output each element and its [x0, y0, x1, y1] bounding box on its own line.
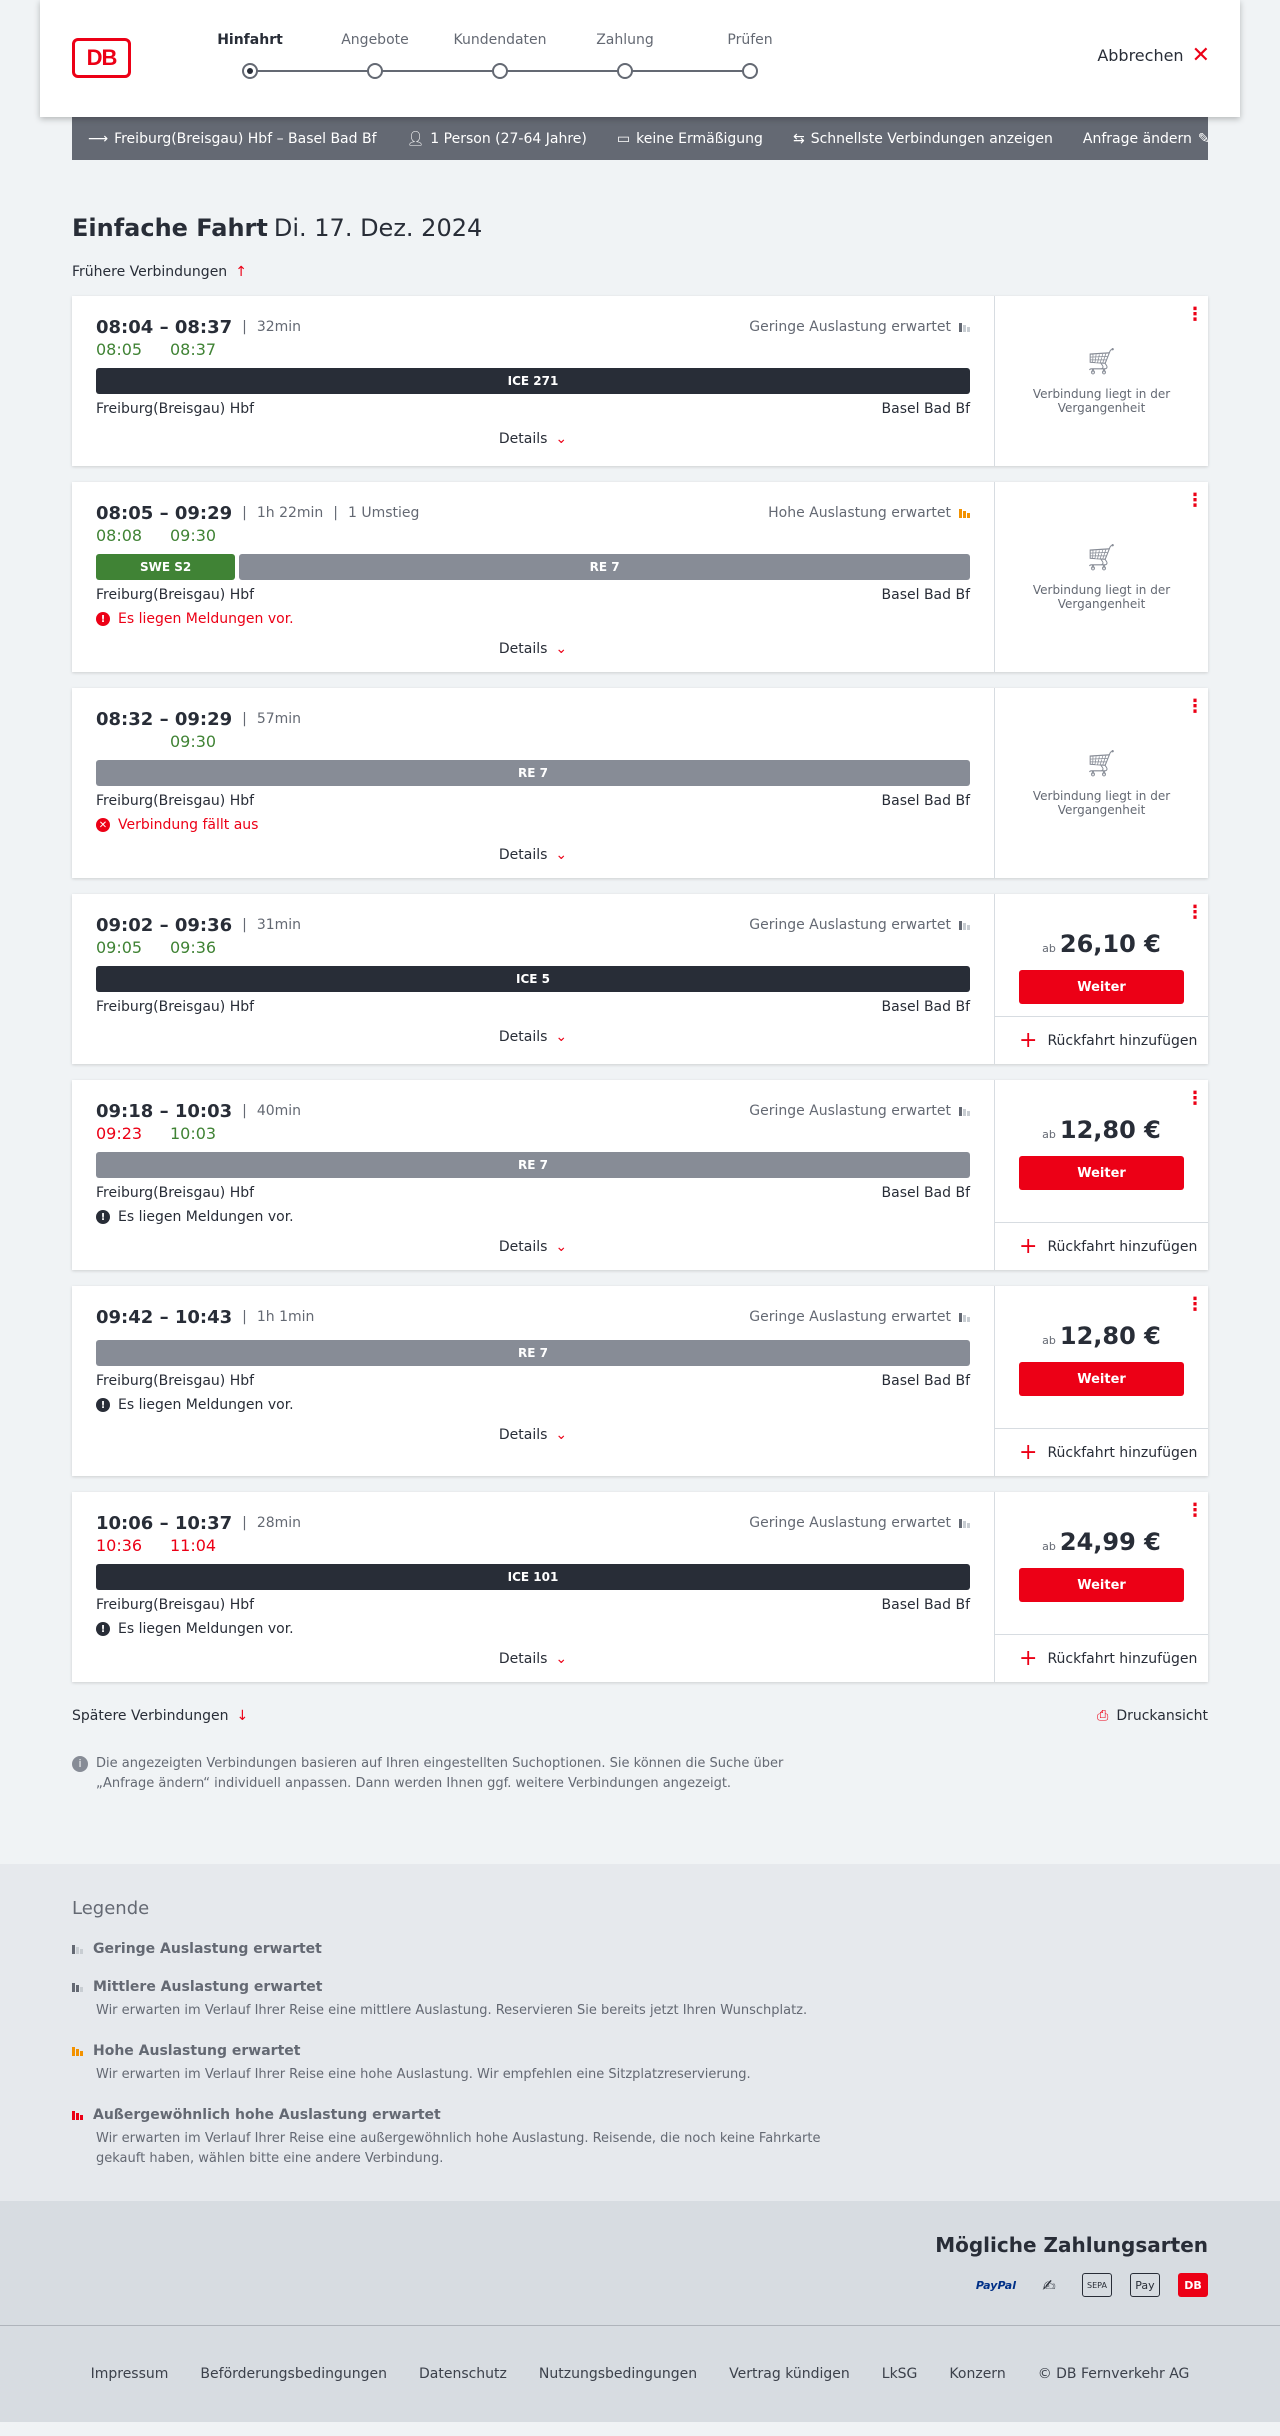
occupancy-icon: [72, 1945, 83, 1954]
legend-section: [0, 1864, 1280, 2201]
details-toggle[interactable]: Details ⌄: [498, 1239, 568, 1255]
footer-link-befoerderungsbedingungen[interactable]: Beförderungsbedingungen: [200, 2366, 387, 2382]
route-summary[interactable]: ⟶ Freiburg(Breisgau) Hbf – Basel Bad Bf: [88, 130, 377, 147]
card-icon: ▭: [616, 130, 631, 147]
price: ab 12,80 €: [1042, 1116, 1161, 1144]
more-options-icon[interactable]: ⋮: [1186, 1088, 1204, 1109]
arrow-right-icon: ⟶: [88, 130, 109, 147]
connection-duration: 28min: [256, 1515, 302, 1531]
page-title: Einfache Fahrt Di. 17. Dez. 2024: [72, 214, 483, 242]
connection-card: [72, 688, 1208, 878]
connection-offer: [995, 688, 1208, 878]
connection-times: 09:42 – 10:43: [96, 1306, 233, 1328]
train-segment[interactable]: RE 7: [239, 554, 970, 580]
realtime-departure: 09:23: [96, 1124, 143, 1143]
passenger-summary[interactable]: 👤︎ 1 Person (27-64 Jahre): [406, 130, 587, 147]
add-return-button[interactable]: + Rückfahrt hinzufügen: [995, 1428, 1208, 1476]
chevron-down-icon: ⌄: [555, 1239, 568, 1255]
connection-times: 09:18 – 10:03: [96, 1100, 233, 1122]
connection-offer: [995, 482, 1208, 672]
origin-station: Freiburg(Breisgau) Hbf: [96, 1373, 255, 1389]
occupancy-info: Geringe Auslastung erwartet: [749, 1515, 970, 1531]
print-icon: ⎙: [1097, 1708, 1109, 1724]
more-options-icon[interactable]: ⋮: [1186, 304, 1204, 325]
details-toggle[interactable]: Details ⌄: [498, 1651, 568, 1667]
origin-station: Freiburg(Breisgau) Hbf: [96, 1185, 255, 1201]
connection-main[interactable]: 08:04 – 08:37 | 32min Geringe Auslastung erwartet 08:05 08:37 ICE 271 Freiburg(Breisgau) Hbf Basel Bad Bf Details ⌄: [72, 296, 995, 466]
realtime-arrival: 09:30: [170, 732, 217, 751]
destination-station: Basel Bad Bf: [881, 1373, 970, 1389]
destination-station: Basel Bad Bf: [881, 1597, 970, 1613]
info-icon: i: [72, 1756, 88, 1772]
details-toggle[interactable]: Details ⌄: [498, 1029, 568, 1045]
destination-station: Basel Bad Bf: [881, 793, 970, 809]
plus-icon: +: [1019, 1646, 1038, 1671]
cart-unavailable-icon: 🛒︎: [1084, 347, 1118, 377]
realtime-departure: 08:08: [96, 526, 143, 545]
realtime-arrival: 09:30: [170, 526, 217, 545]
alert-icon: !: [96, 1398, 110, 1412]
details-toggle[interactable]: Details ⌄: [498, 431, 568, 447]
footer-link-datenschutz[interactable]: Datenschutz: [418, 2366, 507, 2382]
more-options-icon[interactable]: ⋮: [1186, 902, 1204, 923]
cancel-icon: ✕: [96, 818, 110, 832]
step-zahlung: Zahlung: [575, 32, 675, 48]
legend-item: Außergewöhnlich hohe Auslastung erwartet Wir erwarten im Verlauf Ihrer Reise eine außergewöhnlich hohe Auslastung. Reisende, die noch keine Fahrkarte gekauft haben, wählen bitte eine andere Verbindung.: [72, 2107, 1208, 2169]
weiter-button[interactable]: Weiter: [1019, 1568, 1184, 1602]
connection-main[interactable]: 09:18 – 10:03 | 40min Geringe Auslastung erwartet 09:23 10:03 RE 7 Freiburg(Breisgau) Hbf Basel Bad Bf ! Es liegen Meldungen vor. Details ⌄: [72, 1080, 995, 1270]
step-kundendaten: Kundendaten: [450, 32, 550, 48]
occupancy-icon: [959, 921, 970, 930]
connection-times: 08:05 – 09:29: [96, 502, 233, 524]
discount-summary[interactable]: ▭ keine Ermäßigung: [616, 130, 763, 147]
occupancy-icon: [959, 1519, 970, 1528]
train-segment[interactable]: RE 7: [96, 1152, 970, 1178]
connection-duration: 1h 1min: [256, 1309, 315, 1325]
connection-message: ! Es liegen Meldungen vor.: [96, 1397, 970, 1413]
arrow-up-icon: ↑: [235, 264, 247, 280]
destination-station: Basel Bad Bf: [881, 1185, 970, 1201]
destination-station: Basel Bad Bf: [881, 401, 970, 417]
connection-card: [72, 1492, 1208, 1682]
close-icon: ✕: [1191, 42, 1210, 68]
earlier-connections-link[interactable]: Frühere Verbindungen ↑: [72, 264, 247, 280]
more-options-icon[interactable]: ⋮: [1186, 490, 1204, 511]
legend-item: Mittlere Auslastung erwartet Wir erwarten im Verlauf Ihrer Reise eine mittlere Auslastung. Reservieren Sie bereits jetzt Ihren Wunschplatz.: [72, 1979, 1208, 2021]
past-connection-note: 🛒︎ Verbindung liegt in der Vergangenheit: [995, 347, 1208, 415]
origin-station: Freiburg(Breisgau) Hbf: [96, 1597, 255, 1613]
footer-link-nutzungsbedingungen[interactable]: Nutzungsbedingungen: [538, 2366, 698, 2382]
search-summary-bar: [72, 117, 1208, 160]
weiter-button[interactable]: Weiter: [1019, 1362, 1184, 1396]
past-connection-note: 🛒︎ Verbindung liegt in der Vergangenheit: [995, 749, 1208, 817]
connection-times: 08:04 – 08:37: [96, 316, 233, 338]
destination-station: Basel Bad Bf: [881, 999, 970, 1015]
add-return-button[interactable]: + Rückfahrt hinzufügen: [995, 1222, 1208, 1270]
add-return-button[interactable]: + Rückfahrt hinzufügen: [995, 1016, 1208, 1064]
connection-times: 10:06 – 10:37: [96, 1512, 233, 1534]
footer-link-impressum[interactable]: Impressum: [90, 2366, 169, 2382]
occupancy-icon: [959, 323, 970, 332]
pencil-icon: ✎: [1197, 130, 1210, 147]
connection-card: [72, 482, 1208, 672]
train-segment[interactable]: SWE S2: [96, 554, 235, 580]
realtime-departure: 10:36: [96, 1536, 143, 1555]
details-toggle[interactable]: Details ⌄: [498, 641, 568, 657]
connection-main[interactable]: 09:02 – 09:36 | 31min Geringe Auslastung erwartet 09:05 09:36 ICE 5 Freiburg(Breisgau) Hbf Basel Bad Bf Details ⌄: [72, 894, 995, 1064]
footer-copyright: © DB Fernverkehr AG: [1037, 2366, 1190, 2382]
print-view-link[interactable]: ⎙ Druckansicht: [1097, 1708, 1208, 1724]
connection-card: [72, 1286, 1208, 1476]
connection-offer: [995, 296, 1208, 466]
connection-main[interactable]: 09:42 – 10:43 | 1h 1min Geringe Auslastung erwartet RE 7 Freiburg(Breisgau) Hbf Basel Bad Bf ! Es liegen Meldungen vor. Details ⌄: [72, 1286, 995, 1476]
realtime-departure: 09:05: [96, 938, 143, 957]
connection-offer: [995, 1080, 1208, 1270]
abort-label: Abbrechen: [1097, 46, 1184, 65]
db-card-icon: DB: [1178, 2273, 1208, 2297]
footer-link-vertrag-kuendigen[interactable]: Vertrag kündigen: [729, 2366, 850, 2382]
connection-transfers: 1 Umstieg: [348, 505, 420, 521]
train-segment[interactable]: RE 7: [96, 1340, 970, 1366]
alert-icon: !: [96, 1622, 110, 1636]
past-connection-note: 🛒︎ Verbindung liegt in der Vergangenheit: [995, 543, 1208, 611]
paypal-icon: PayPal: [975, 2278, 1016, 2292]
sepa-icon: SEPA: [1082, 2273, 1112, 2297]
connection-message: ✕ Verbindung fällt aus: [96, 817, 970, 833]
filter-icon: ⇆: [792, 130, 805, 147]
realtime-arrival: 09:36: [170, 938, 217, 957]
payment-title: Mögliche Zahlungsarten: [935, 2233, 1208, 2257]
cart-unavailable-icon: 🛒︎: [1084, 749, 1118, 779]
occupancy-icon: [959, 1313, 970, 1322]
db-logo[interactable]: DB: [72, 38, 131, 78]
connection-message: ! Es liegen Meldungen vor.: [96, 611, 970, 627]
realtime-arrival: 10:03: [170, 1124, 217, 1143]
occupancy-icon: [959, 1107, 970, 1116]
train-segment[interactable]: ICE 5: [96, 966, 970, 992]
cart-unavailable-icon: 🛒︎: [1084, 543, 1118, 573]
origin-station: Freiburg(Breisgau) Hbf: [96, 587, 255, 603]
footer-link-konzern[interactable]: Konzern: [949, 2366, 1006, 2382]
apple-pay-icon: Pay: [1130, 2273, 1160, 2297]
realtime-arrival: 08:37: [170, 340, 217, 359]
connection-main[interactable]: 08:05 – 09:29 | 1h 22min | 1 Umstieg Hohe Auslastung erwartet 08:08 09:30 SWE S2 RE 7 Freiburg(Breisgau) Hbf Basel Bad Bf ! Es liegen Meldungen vor. Details ⌄: [72, 482, 995, 672]
connection-message: ! Es liegen Meldungen vor.: [96, 1621, 970, 1637]
occupancy-icon: [72, 2111, 83, 2120]
legend-item: Hohe Auslastung erwartet Wir erwarten im Verlauf Ihrer Reise eine hohe Auslastung. Wir empfehlen eine Sitzplatzreservierung.: [72, 2043, 1208, 2085]
train-segment[interactable]: ICE 101: [96, 1564, 970, 1590]
price: ab 12,80 €: [1042, 1322, 1161, 1350]
footer: [0, 2325, 1280, 2422]
occupancy-icon: [72, 2047, 83, 2056]
arrow-down-icon: ↓: [236, 1708, 249, 1724]
weiter-button[interactable]: Weiter: [1019, 1156, 1184, 1190]
occupancy-info: Hohe Auslastung erwartet: [768, 505, 970, 521]
realtime-arrival: 11:04: [170, 1536, 217, 1555]
more-options-icon[interactable]: ⋮: [1186, 1294, 1204, 1315]
details-toggle[interactable]: Details ⌄: [498, 847, 568, 863]
more-options-icon[interactable]: ⋮: [1186, 1500, 1204, 1521]
realtime-departure: 08:05: [96, 340, 143, 359]
train-segment[interactable]: ICE 271: [96, 368, 970, 394]
connection-offer: [995, 894, 1208, 1064]
step-hinfahrt[interactable]: Hinfahrt: [200, 32, 300, 48]
legend-item: Geringe Auslastung erwartet: [72, 1941, 1208, 1957]
connection-card: [72, 894, 1208, 1064]
occupancy-icon: [959, 509, 970, 518]
travel-date: Di. 17. Dez. 2024: [273, 214, 483, 242]
origin-station: Freiburg(Breisgau) Hbf: [96, 793, 255, 809]
price: ab 24,99 €: [1042, 1528, 1161, 1556]
occupancy-icon: [72, 1983, 83, 1992]
occupancy-info: Geringe Auslastung erwartet: [749, 1103, 970, 1119]
connection-duration: 31min: [256, 917, 302, 933]
header: [40, 0, 1240, 117]
connection-offer: [995, 1492, 1208, 1682]
weiter-button[interactable]: Weiter: [1019, 970, 1184, 1004]
connection-card: [72, 1080, 1208, 1270]
plus-icon: +: [1019, 1234, 1038, 1259]
connection-message: ! Es liegen Meldungen vor.: [96, 1209, 970, 1225]
train-segment[interactable]: RE 7: [96, 760, 970, 786]
connection-duration: 57min: [256, 711, 302, 727]
chevron-down-icon: ⌄: [555, 1029, 568, 1045]
plus-icon: +: [1019, 1028, 1038, 1053]
step-angebote: Angebote: [325, 32, 425, 48]
origin-station: Freiburg(Breisgau) Hbf: [96, 999, 255, 1015]
abort-button[interactable]: [1097, 42, 1210, 68]
add-return-button[interactable]: + Rückfahrt hinzufügen: [995, 1634, 1208, 1682]
later-connections-link[interactable]: Spätere Verbindungen ↓: [72, 1708, 249, 1724]
occupancy-info: Geringe Auslastung erwartet: [749, 319, 970, 335]
occupancy-info: Geringe Auslastung erwartet: [749, 1309, 970, 1325]
progress-stepper: [210, 32, 780, 82]
chevron-down-icon: ⌄: [555, 847, 568, 863]
connection-main[interactable]: 10:06 – 10:37 | 28min Geringe Auslastung erwartet 10:36 11:04 ICE 101 Freiburg(Breisgau) Hbf Basel Bad Bf ! Es liegen Meldungen vor. Details ⌄: [72, 1492, 995, 1682]
occupancy-info: Geringe Auslastung erwartet: [749, 917, 970, 933]
connection-times: 09:02 – 09:36: [96, 914, 233, 936]
price: ab 26,10 €: [1042, 930, 1161, 958]
chevron-down-icon: ⌄: [555, 1427, 568, 1443]
more-options-icon[interactable]: ⋮: [1186, 696, 1204, 717]
step-pruefen: Prüfen: [700, 32, 800, 48]
direct-debit-icon: ✍: [1042, 2275, 1056, 2295]
search-info-note: i Die angezeigten Verbindungen basieren auf Ihren eingestellten Suchoptionen. Sie können die Suche über „Anfrage ändern“ individuell anpassen. Dann werden Ihnen ggf. weitere Verbindungen angezeigt.: [72, 1754, 832, 1794]
plus-icon: +: [1019, 1440, 1038, 1465]
alert-icon: !: [96, 1210, 110, 1224]
connection-main[interactable]: 08:32 – 09:29 | 57min 09:30 RE 7 Freiburg(Breisgau) Hbf Basel Bad Bf ✕ Verbindung fällt aus Details ⌄: [72, 688, 995, 878]
connection-times: 08:32 – 09:29: [96, 708, 233, 730]
connection-duration: 1h 22min: [256, 505, 324, 521]
destination-station: Basel Bad Bf: [881, 587, 970, 603]
connection-duration: 40min: [256, 1103, 302, 1119]
footer-link-lksg[interactable]: LkSG: [881, 2366, 918, 2382]
connection-offer: [995, 1286, 1208, 1476]
legend-title: Legende: [72, 1898, 150, 1919]
origin-station: Freiburg(Breisgau) Hbf: [96, 401, 255, 417]
details-toggle[interactable]: Details ⌄: [498, 1427, 568, 1443]
alert-icon: !: [96, 612, 110, 626]
chevron-down-icon: ⌄: [555, 641, 568, 657]
chevron-down-icon: ⌄: [555, 1651, 568, 1667]
payment-section: [0, 2201, 1280, 2325]
person-icon: 👤︎: [406, 130, 425, 147]
chevron-down-icon: ⌄: [555, 431, 568, 447]
connection-duration: 32min: [256, 319, 302, 335]
edit-request-button[interactable]: Anfrage ändern ✎: [1082, 130, 1210, 147]
fastest-toggle[interactable]: ⇆ Schnellste Verbindungen anzeigen: [792, 130, 1053, 147]
connection-card: [72, 296, 1208, 466]
connection-list: [72, 296, 1208, 1682]
realtime-departure: [96, 732, 170, 754]
